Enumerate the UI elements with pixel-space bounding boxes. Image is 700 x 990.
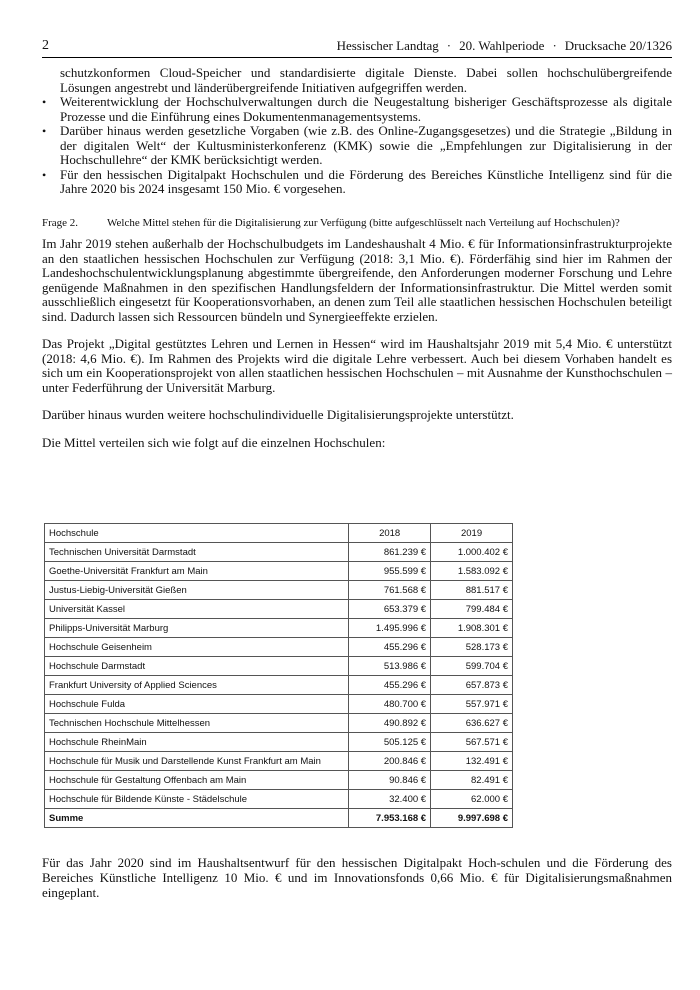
university-name: Hochschule Fulda — [45, 695, 349, 714]
university-name: Technischen Hochschule Mittelhessen — [45, 714, 349, 733]
table-row — [45, 543, 513, 562]
amount-2019: 599.704 € — [431, 657, 513, 676]
parliament-name: Hessischer Landtag — [336, 38, 439, 53]
bullet-icon: • — [42, 95, 47, 109]
amount-2018: 455.296 € — [349, 638, 431, 657]
header-meta — [337, 38, 672, 54]
table-header-row — [45, 524, 513, 543]
list-item — [42, 95, 672, 124]
university-name: Frankfurt University of Applied Sciences — [45, 676, 349, 695]
amount-2018: 861.239 € — [349, 543, 431, 562]
table-row — [45, 657, 513, 676]
header-separator: · — [552, 38, 557, 53]
university-name: Justus-Liebig-Universität Gießen — [45, 581, 349, 600]
bullet-text: Für den hessischen Digitalpakt Hochschulen und die Förderung des Bereiches Künstliche Intelligenz sind für die Jahre 2020 bis 2024 insgesamt 150 Mio. € vorgesehen. — [60, 166, 672, 196]
table-row — [45, 638, 513, 657]
table-row — [45, 695, 513, 714]
amount-2019: 1.908.301 € — [431, 619, 513, 638]
list-item — [42, 124, 672, 168]
table-row — [45, 752, 513, 771]
header-separator: · — [446, 38, 452, 53]
amount-2018: 653.379 € — [349, 600, 431, 619]
university-name: Goethe-Universität Frankfurt am Main — [45, 562, 349, 581]
total-2018: 7.953.168 € — [349, 809, 431, 828]
university-name: Philipps-Universität Marburg — [45, 619, 349, 638]
total-2019: 9.997.698 € — [431, 809, 513, 828]
amount-2019: 557.971 € — [431, 695, 513, 714]
amount-2018: 490.892 € — [349, 714, 431, 733]
bullet-list — [42, 95, 672, 197]
total-label: Summe — [45, 809, 349, 828]
university-name: Hochschule für Bildende Künste - Städelschule — [45, 790, 349, 809]
table-row — [45, 562, 513, 581]
amount-2019: 528.173 € — [431, 638, 513, 657]
amount-2019: 636.627 € — [431, 714, 513, 733]
table-row — [45, 714, 513, 733]
table-row — [45, 790, 513, 809]
bullet-continuation: schutzkonformen Cloud-Speicher und standardisierte digitale Dienste. Dabei sollen hochschulübergreifende Lösungen angestrebt und länderübergreifende Initiativen aufgegriffen werden. — [60, 65, 672, 95]
university-name: Hochschule für Gestaltung Offenbach am Main — [45, 771, 349, 790]
document-reference: Drucksache 20/1326 — [564, 38, 672, 53]
column-header-university: Hochschule — [45, 524, 349, 543]
page-body — [42, 66, 672, 450]
answer-paragraph: Das Projekt „Digital gestütztes Lehren und Lernen in Hessen“ wird im Haushaltsjahr 2019 mit 5,4 Mio. € unterstützt (2018: 4,6 Mio. €). Im Rahmen des Projekts wird die digitale Lehre verbessert. Auch bei diesem Vorhaben handelt es sich um ein Kooperationsprojekt von allen staatlichen hessischen Hochschulen – mit Ausnahme der Kunsthochschulen – unter Federführung der Universität Marburg. — [42, 336, 672, 395]
university-name: Hochschule Geisenheim — [45, 638, 349, 657]
amount-2018: 505.125 € — [349, 733, 431, 752]
amount-2018: 955.599 € — [349, 562, 431, 581]
legislative-period: 20. Wahlperiode — [459, 38, 545, 53]
table-row — [45, 619, 513, 638]
page-header — [42, 38, 672, 58]
question-label: Frage 2. — [42, 216, 79, 229]
amount-2018: 513.986 € — [349, 657, 431, 676]
bullet-icon: • — [42, 124, 47, 138]
column-header-2019: 2019 — [431, 524, 513, 543]
university-name: Technischen Universität Darmstadt — [45, 543, 349, 562]
university-name: Hochschule Darmstadt — [45, 657, 349, 676]
amount-2019: 62.000 € — [431, 790, 513, 809]
table-row — [45, 581, 513, 600]
amount-2018: 90.846 € — [349, 771, 431, 790]
amount-2019: 881.517 € — [431, 581, 513, 600]
question-block — [42, 217, 672, 230]
amount-2018: 761.568 € — [349, 581, 431, 600]
table-row — [45, 733, 513, 752]
answer-paragraph: Im Jahr 2019 stehen außerhalb der Hochschulbudgets im Landeshaushalt 4 Mio. € für Informationsinfrastrukturprojekte an den staatlichen hessischen Hochschulen zur Verfügung (2018: 3,1 Mio. €). Förderfähig sind hier im Rahmen der Landeshochschulentwicklungsplanung abgestimmte übergreifende, den Anforderungen moderner Forschung und Lehre genügende Maßnahmen in den spezifischen Handlungsfeldern der Informationsinfrastruktur. Die Mittel werden somit ausschließlich eingesetzt für Kooperationsvorhaben, an denen zum Teil alle staatlichen hessischen Hochschulen beteiligt sind. Dadurch lassen sich Ressourcen bündeln und Synergieeffekte erzielen. — [42, 236, 672, 324]
amount-2019: 132.491 € — [431, 752, 513, 771]
amount-2019: 1.000.402 € — [431, 543, 513, 562]
amount-2019: 657.873 € — [431, 676, 513, 695]
amount-2018: 455.296 € — [349, 676, 431, 695]
funding-table — [44, 523, 513, 828]
table-row — [45, 676, 513, 695]
amount-2018: 200.846 € — [349, 752, 431, 771]
table-row — [45, 771, 513, 790]
amount-2018: 32.400 € — [349, 790, 431, 809]
bullet-text: Weiterentwicklung der Hochschulverwaltungen durch die Neugestaltung bisheriger Geschäftsprozesse als digitale Prozesse und die Einführung eines Dokumentenmanagementsystems. — [60, 94, 672, 124]
list-item — [42, 168, 672, 197]
amount-2019: 1.583.092 € — [431, 562, 513, 581]
bullet-icon: • — [42, 167, 47, 182]
closing-paragraph: Für das Jahr 2020 sind im Haushaltsentwurf für den hessischen Digitalpakt Hoch-schulen und die Förderung des Bereiches Künstliche Intelligenz 10 Mio. € und im Innovationsfonds 0,66 Mio. € für Digitalisierungsmaßnahmen eingeplant. — [42, 855, 672, 900]
page-number: 2 — [42, 38, 49, 53]
amount-2019: 567.571 € — [431, 733, 513, 752]
table-row — [45, 600, 513, 619]
university-name: Hochschule für Musik und Darstellende Kunst Frankfurt am Main — [45, 752, 349, 771]
amount-2019: 799.484 € — [431, 600, 513, 619]
question-text: Welche Mittel stehen für die Digitalisierung zur Verfügung (bitte aufgeschlüsselt nach Verteilung auf Hochschulen)? — [107, 216, 620, 229]
amount-2018: 480.700 € — [349, 695, 431, 714]
amount-2018: 1.495.996 € — [349, 619, 431, 638]
university-name: Universität Kassel — [45, 600, 349, 619]
answer-paragraph: Die Mittel verteilen sich wie folgt auf die einzelnen Hochschulen: — [42, 434, 386, 450]
university-name: Hochschule RheinMain — [45, 733, 349, 752]
bullet-text: Darüber hinaus werden gesetzliche Vorgaben (wie z.B. des Online-Zugangsgesetzes) und die Strategie „Bildung in der digitalen Welt“ der Kultusministerkonferenz (KMK) sowie die „Empfehlungen zur Digitalisierung in der Hochschullehre“ der KMK berücksichtigt werden. — [60, 123, 672, 167]
column-header-2018: 2018 — [349, 524, 431, 543]
amount-2019: 82.491 € — [431, 771, 513, 790]
total-row — [45, 809, 513, 828]
answer-paragraph: Darüber hinaus wurden weitere hochschulindividuelle Digitalisierungsprojekte unterstützt. — [42, 407, 514, 422]
